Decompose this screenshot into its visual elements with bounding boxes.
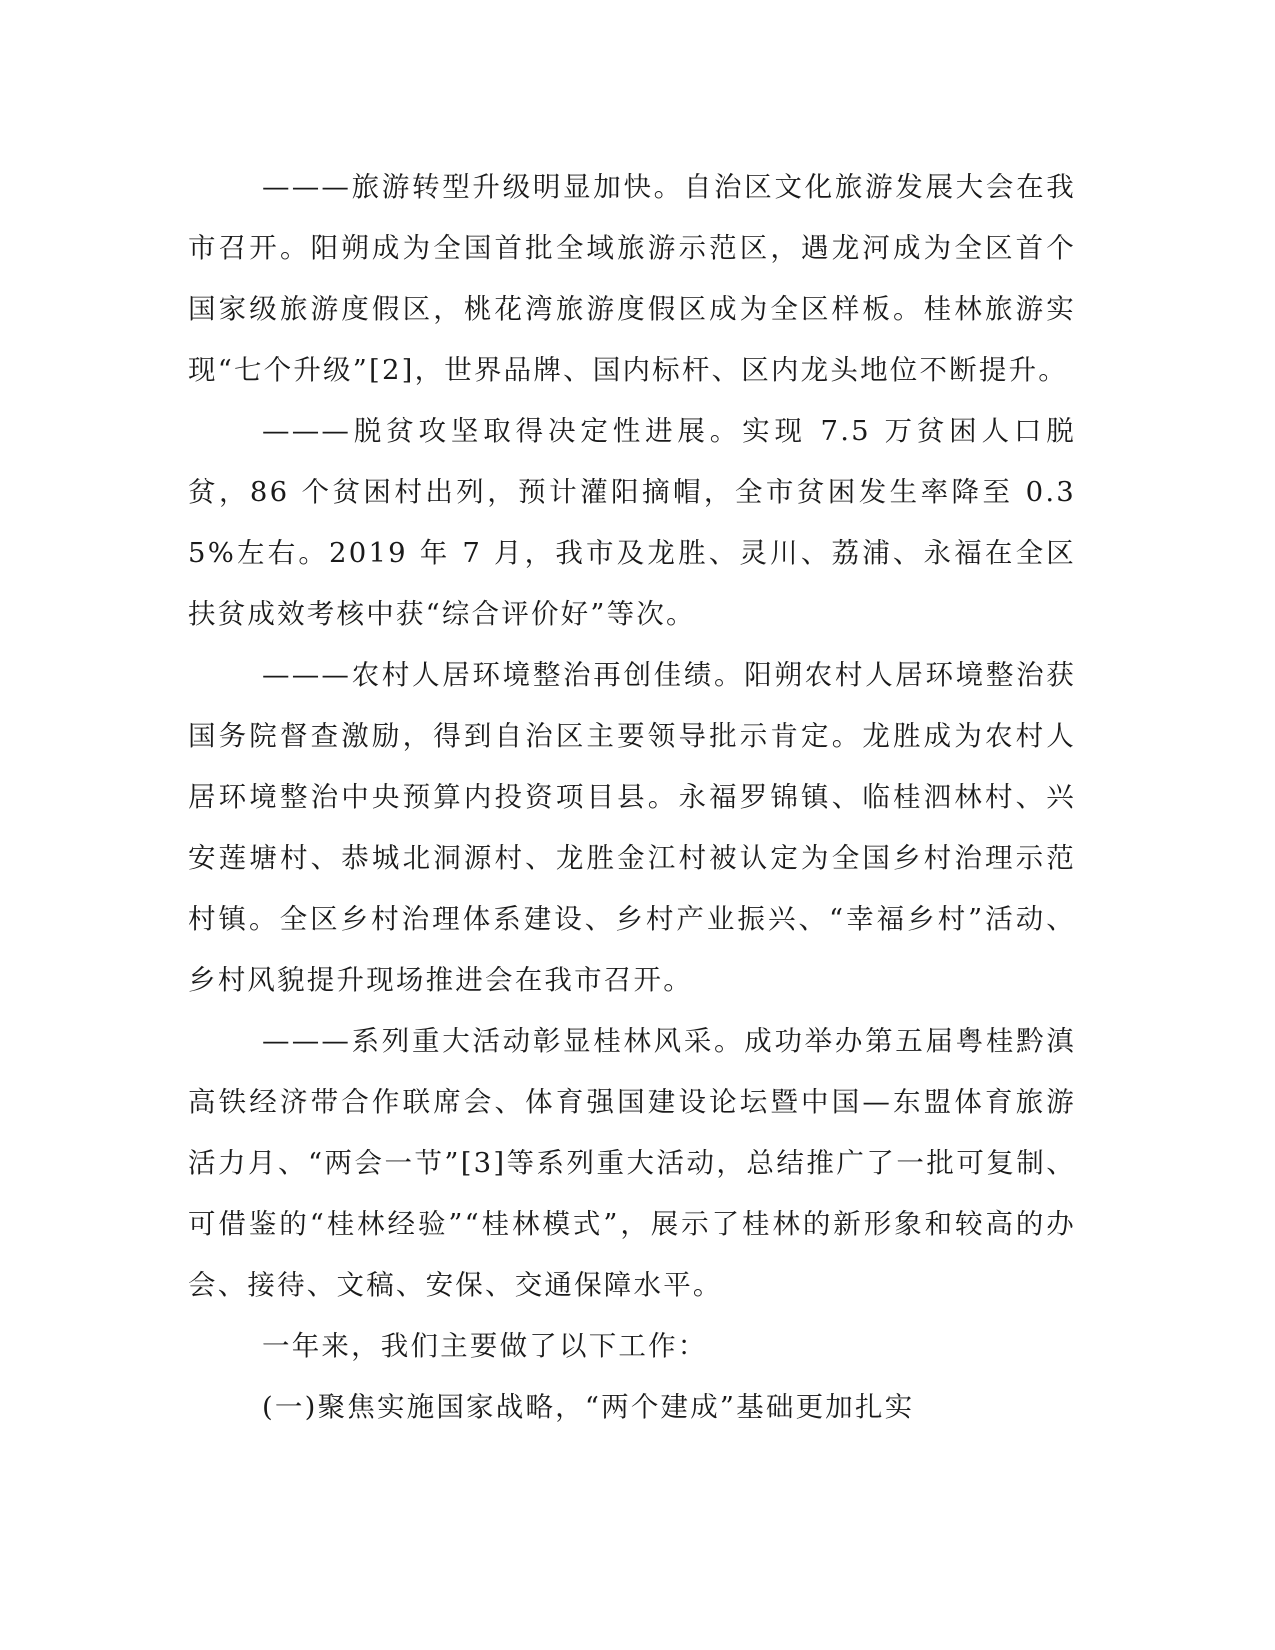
paragraph-major-events: ———系列重大活动彰显桂林风采。成功举办第五届粤桂黔滇高铁经济带合作联席会、体育强国建设论坛暨中国—东盟体育旅游活力月、“两会一节”[3]等系列重大活动，总结推广了一批可复制、可借鉴的“桂林经验”“桂林模式”，展示了桂林的新形象和较高的办会、接待、文稿、安保、交通保障水平。 xyxy=(188,1025,1076,1301)
paragraph-work-intro: 一年来，我们主要做了以下工作： xyxy=(262,1330,708,1362)
paragraph-tourism: ———旅游转型升级明显加快。自治区文化旅游发展大会在我市召开。阳朔成为全国首批全域旅游示范区，遇龙河成为全区首个国家级旅游度假区，桃花湾旅游度假区成为全区样板。桂林旅游实现“七个升级”[2]，世界品牌、国内标杆、区内龙头地位不断提升。 xyxy=(188,171,1076,386)
document-body xyxy=(188,157,1076,1438)
paragraph-poverty-alleviation: ———脱贫攻坚取得决定性进展。实现 7.5 万贫困人口脱贫，86 个贫困村出列，预计灌阳摘帽，全市贫困发生率降至 0.35%左右。2019 年 7 月，我市及龙胜、灵川、荔浦、永福在全区扶贫成效考核中获“综合评价好”等次。 xyxy=(188,415,1076,630)
section-heading: (一)聚焦实施国家战略，“两个建成”基础更加扎实 xyxy=(262,1391,915,1423)
paragraph-rural-environment: ———农村人居环境整治再创佳绩。阳朔农村人居环境整治获国务院督查激励，得到自治区主要领导批示肯定。龙胜成为农村人居环境整治中央预算内投资项目县。永福罗锦镇、临桂泗林村、兴安莲塘村、恭城北洞源村、龙胜金江村被认定为全国乡村治理示范村镇。全区乡村治理体系建设、乡村产业振兴、“幸福乡村”活动、乡村风貌提升现场推进会在我市召开。 xyxy=(188,659,1076,996)
